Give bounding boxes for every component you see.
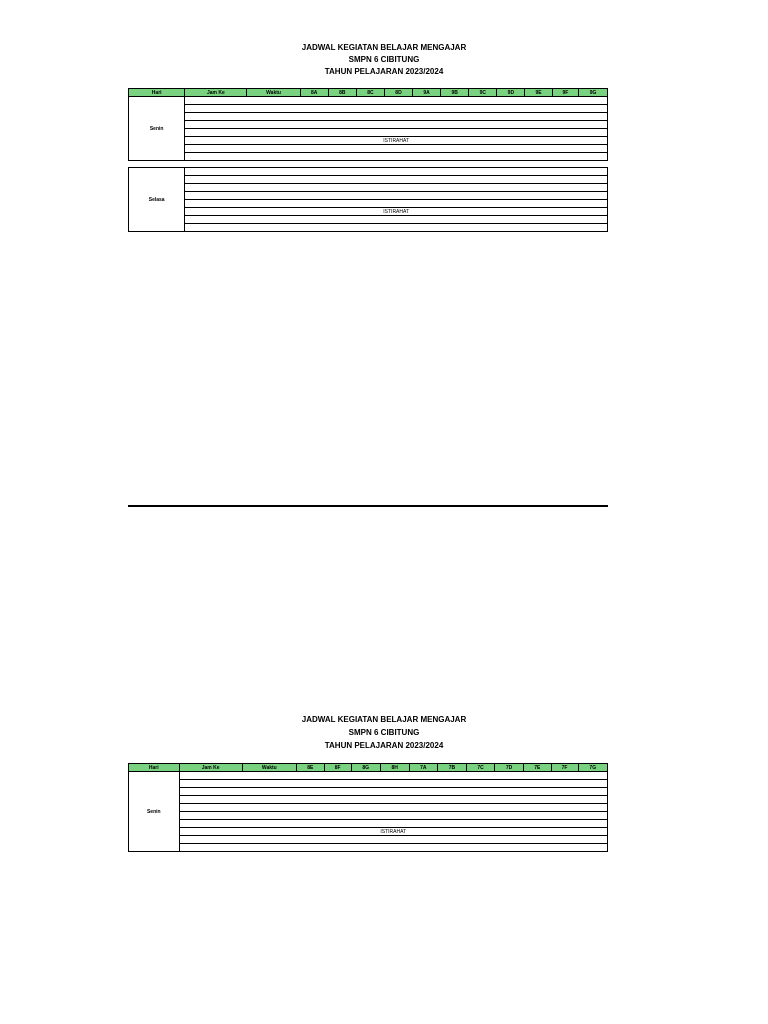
col-7g: 7G — [578, 764, 607, 772]
col-waktu: Waktu — [247, 89, 300, 97]
col-9e: 9E — [525, 89, 552, 97]
col-8e: 8E — [296, 764, 324, 772]
header-line1: JADWAL KEGIATAN BELAJAR MENGAJAR — [301, 43, 467, 52]
col-7a: 7A — [409, 764, 438, 772]
col-8a: 8A — [300, 89, 328, 97]
col-7c: 7C — [466, 764, 495, 772]
header-line3: TAHUN PELAJARAN 2023/2024 — [324, 67, 444, 76]
col-7b: 7B — [438, 764, 467, 772]
header2-line3: TAHUN PELAJARAN 2023/2024 — [324, 741, 444, 750]
col-8f: 8F — [324, 764, 351, 772]
day-selasa: Selasa — [129, 168, 185, 232]
page-break-line — [128, 505, 608, 507]
col-9a: 9A — [413, 89, 441, 97]
schedule-table-a — [128, 88, 608, 232]
col-jam-ke: Jam Ke — [179, 764, 242, 772]
col-8h: 8H — [380, 764, 409, 772]
col-9d: 9D — [497, 89, 525, 97]
istirahat-label: ISTIRAHAT — [185, 137, 608, 145]
col-8b: 8B — [328, 89, 356, 97]
col-8c: 8C — [356, 89, 384, 97]
header-line2: SMPN 6 CIBITUNG — [348, 55, 420, 64]
col-8d: 8D — [384, 89, 412, 97]
col-7d: 7D — [495, 764, 524, 772]
col-9b: 9B — [441, 89, 469, 97]
col-hari: Hari — [129, 764, 180, 772]
col-8g: 8G — [351, 764, 380, 772]
day-senin: Senin — [129, 97, 185, 161]
col-9c: 9C — [469, 89, 497, 97]
col-7f: 7F — [551, 764, 578, 772]
col-waktu: Waktu — [242, 764, 296, 772]
col-jam-ke: Jam Ke — [185, 89, 247, 97]
col-hari: Hari — [129, 89, 185, 97]
col-9g: 9G — [579, 89, 608, 97]
col-9f: 9F — [552, 89, 578, 97]
day-senin-b: Senin — [129, 772, 180, 852]
col-7e: 7E — [523, 764, 551, 772]
schedule-table-b — [128, 763, 608, 852]
istirahat-label: ISTIRAHAT — [185, 208, 608, 216]
header2-line2: SMPN 6 CIBITUNG — [348, 728, 420, 737]
header2-line1: JADWAL KEGIATAN BELAJAR MENGAJAR — [301, 715, 467, 724]
istirahat-label: ISTIRAHAT — [179, 828, 607, 836]
